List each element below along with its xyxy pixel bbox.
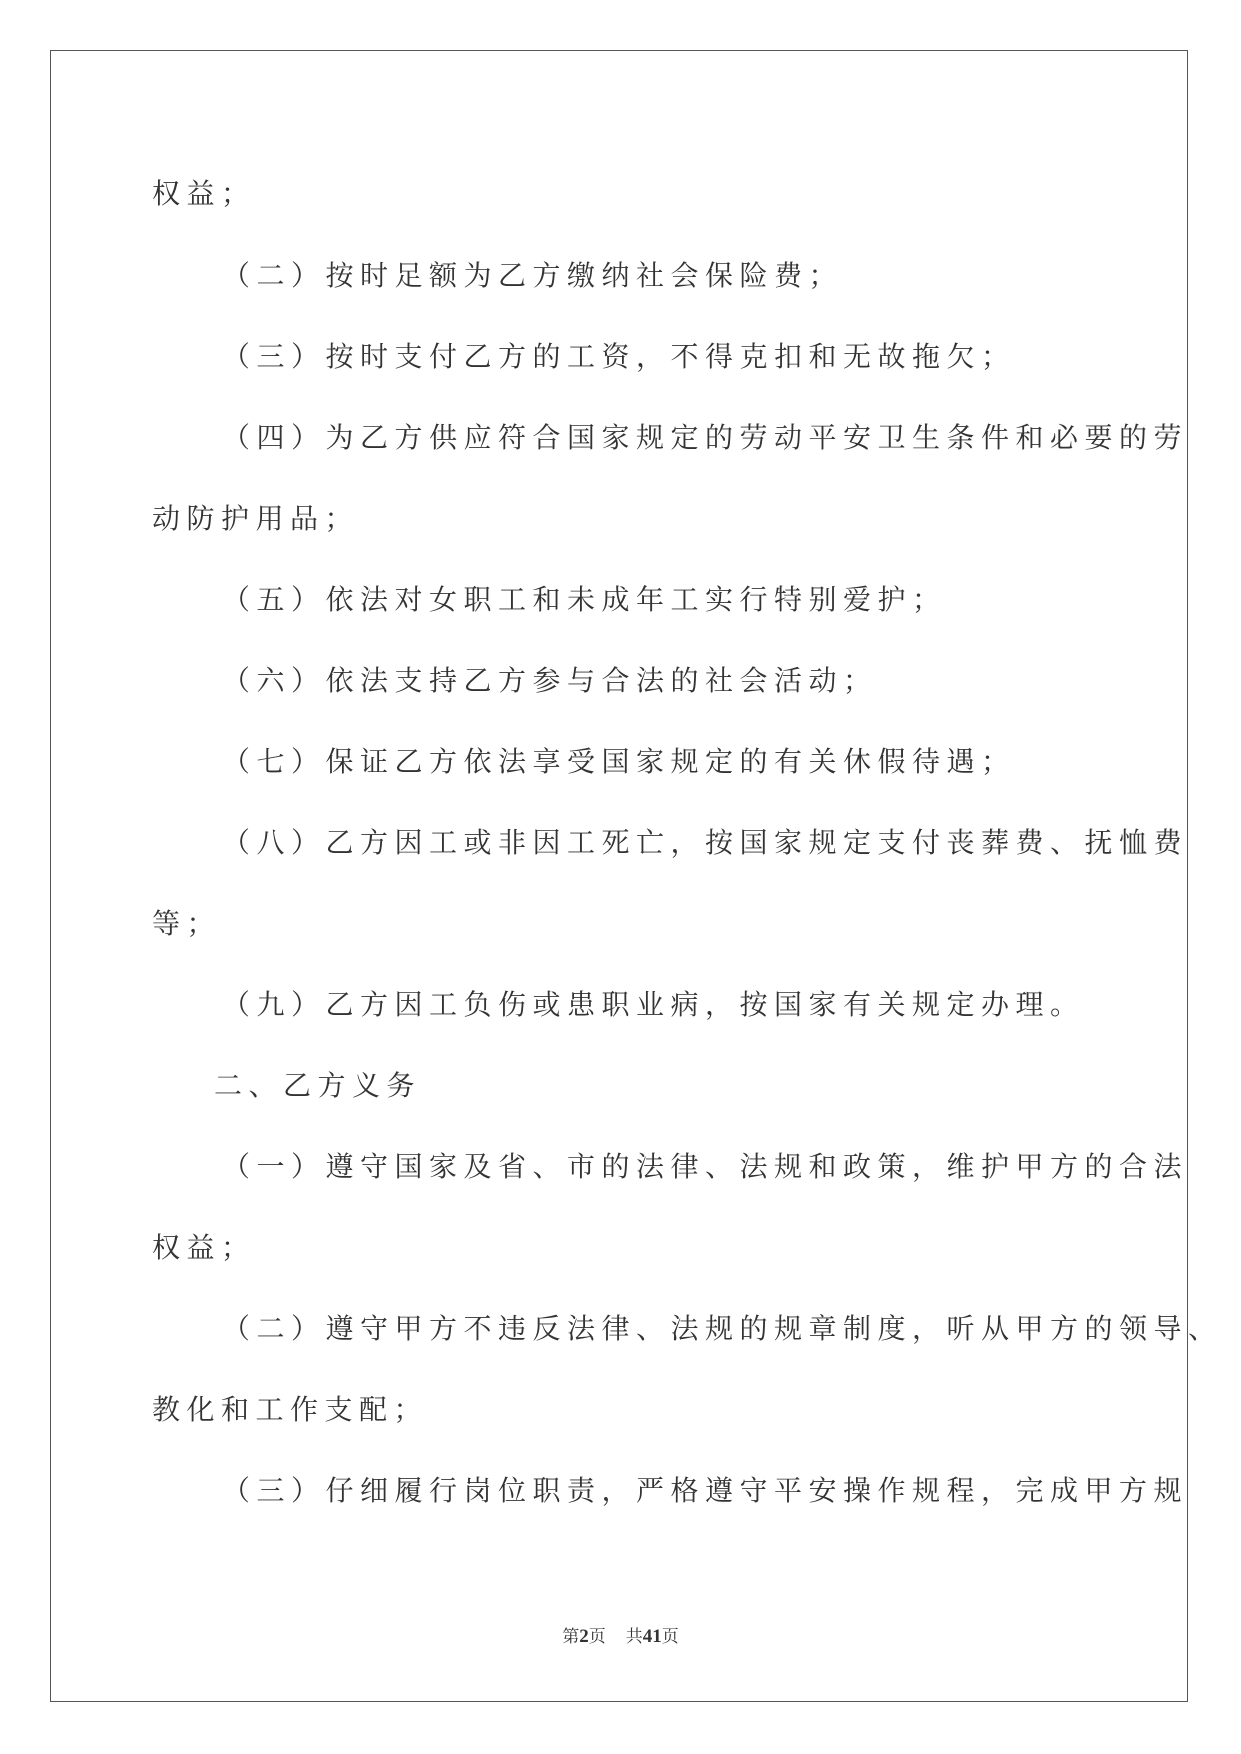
text-line: （九）乙方因工负伤或患职业病，按国家有关规定办理。 (222, 988, 1085, 1021)
total-pages: 41 (642, 1626, 662, 1647)
text-line: 权益； (152, 1231, 256, 1264)
page-footer (0, 1622, 1241, 1648)
page-prefix: 第 (562, 1627, 580, 1647)
text-line: （四）为乙方供应符合国家规定的劳动平安卫生条件和必要的劳 (222, 421, 1189, 454)
text-line: （五）依法对女职工和未成年工实行特别爱护； (222, 583, 947, 616)
page-number: 2 (579, 1626, 589, 1647)
text-line: （二）按时足额为乙方缴纳社会保险费； (222, 259, 844, 292)
text-line: （三）按时支付乙方的工资，不得克扣和无故拖欠； (222, 340, 1016, 373)
text-line: 教化和工作支配； (152, 1393, 429, 1426)
page-border (50, 50, 1188, 1702)
text-line: （一）遵守国家及省、市的法律、法规和政策，维护甲方的合法 (222, 1150, 1189, 1183)
text-line: 动防护用品； (152, 502, 360, 535)
text-line: （七）保证乙方依法享受国家规定的有关休假待遇； (222, 745, 1016, 778)
total-prefix: 共 (625, 1627, 643, 1647)
text-line: （二）遵守甲方不违反法律、法规的规章制度，听从甲方的领导、 (222, 1312, 1223, 1345)
text-line: 等； (152, 907, 222, 940)
text-line: 权益； (152, 177, 256, 210)
total-suffix: 页 (661, 1627, 679, 1647)
section-heading: 二、乙方义务 (214, 1069, 422, 1102)
text-line: （八）乙方因工或非因工死亡，按国家规定支付丧葬费、抚恤费 (222, 826, 1189, 859)
text-line: （六）依法支持乙方参与合法的社会活动； (222, 664, 878, 697)
page-suffix: 页 (588, 1627, 606, 1647)
text-line: （三）仔细履行岗位职责，严格遵守平安操作规程，完成甲方规 (222, 1474, 1189, 1507)
